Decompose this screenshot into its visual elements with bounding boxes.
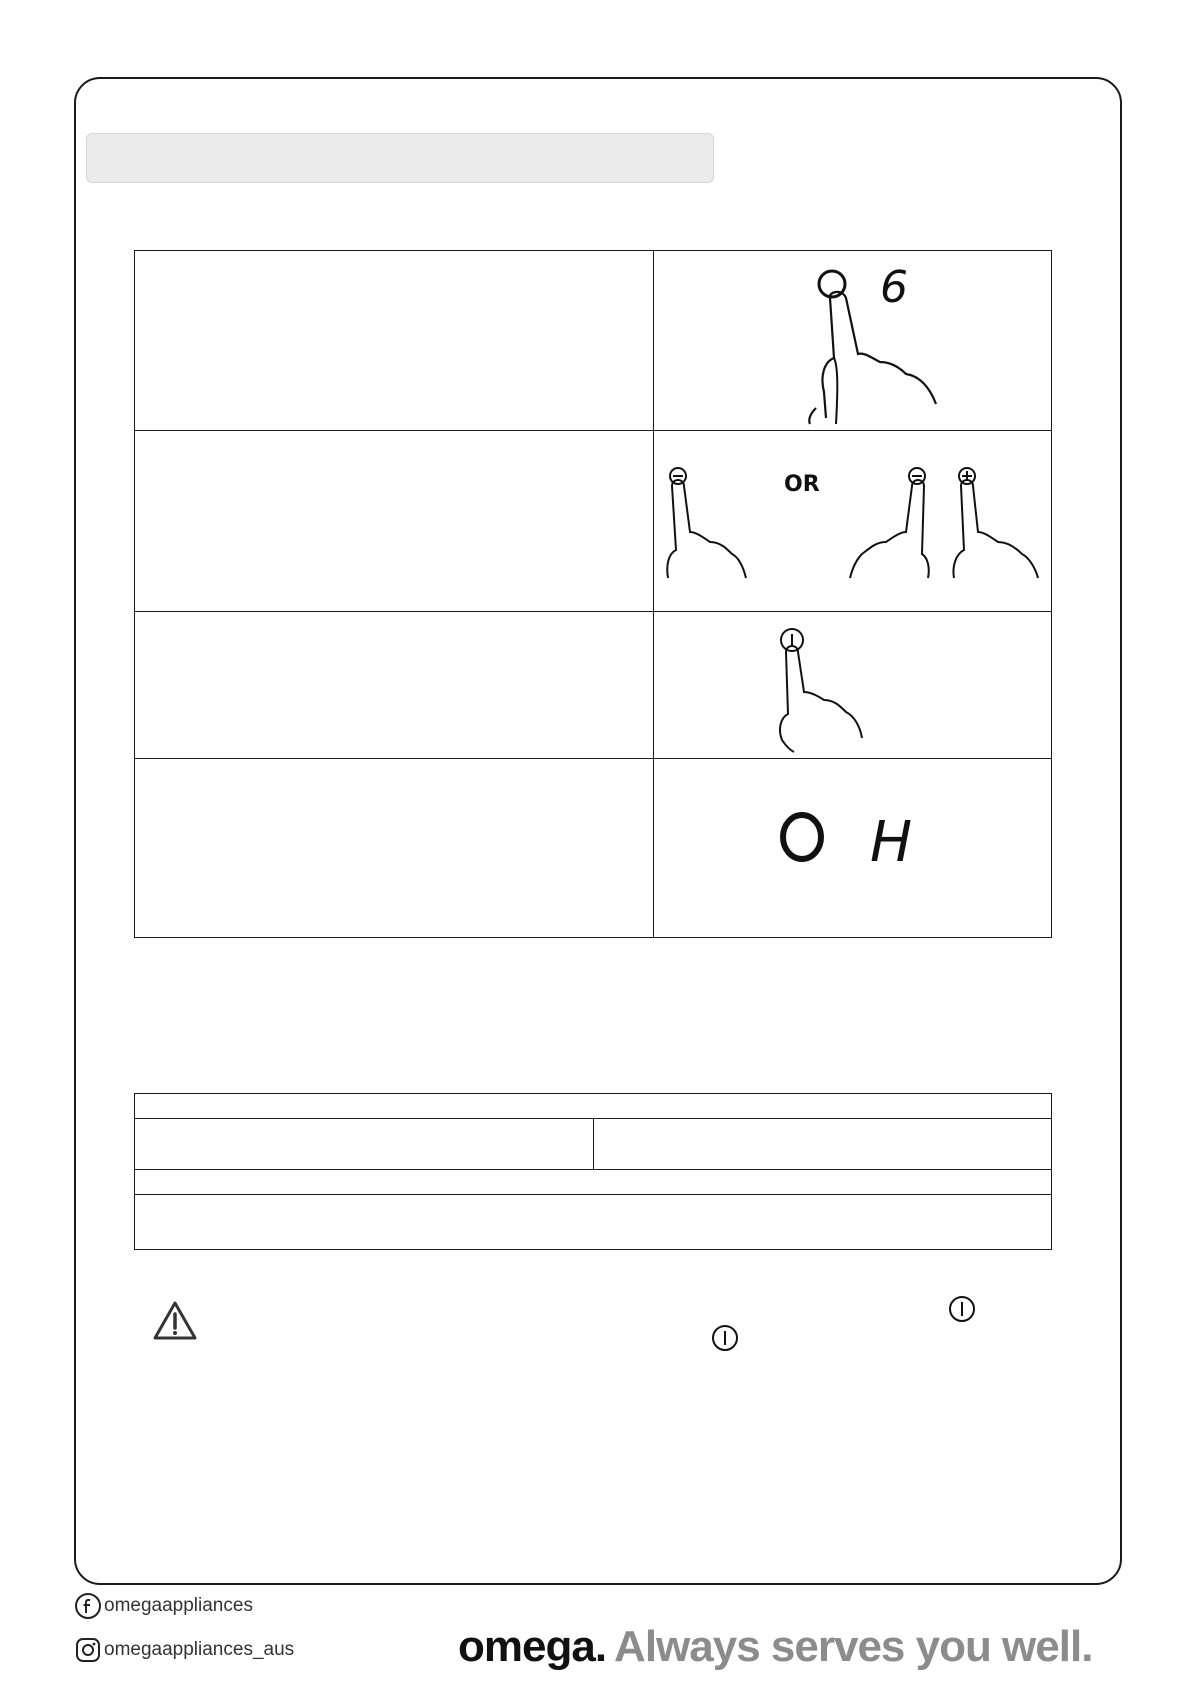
step-1-text-cell (135, 251, 653, 430)
facebook-icon (74, 1592, 102, 1620)
instagram-handle: omegaappliances_aus (104, 1639, 295, 1660)
info-table (134, 1093, 1052, 1250)
power-icon (947, 1294, 977, 1324)
step-3-figure (770, 626, 890, 754)
info-table-cell-left (135, 1119, 593, 1169)
step-4-figure (780, 805, 920, 875)
brand-tagline: Always serves you well. (614, 1622, 1093, 1671)
step-3-text-cell (135, 612, 653, 758)
brand-slogan (458, 1622, 1092, 1672)
facebook-link[interactable] (74, 1591, 253, 1621)
warning-triangle-icon (152, 1300, 198, 1342)
step-4-digit-left (783, 815, 821, 859)
brand-name: omega. (458, 1622, 607, 1671)
step-1-digit-right: 6 (880, 262, 908, 313)
or-label: OR (784, 472, 820, 497)
info-table-header-row (135, 1094, 1051, 1118)
facebook-handle: omegaappliances (104, 1595, 253, 1616)
section-title-bar (86, 133, 714, 183)
step-1-figure (780, 258, 980, 428)
step-4-text-cell (135, 759, 653, 937)
info-table-note-row (135, 1195, 1051, 1249)
step-2-text-cell (135, 431, 653, 611)
instagram-icon (74, 1636, 102, 1664)
step-4-digit-right: H (870, 810, 913, 875)
step-2-figure (660, 462, 1050, 582)
info-table-cell-right (594, 1119, 1051, 1169)
power-icon (710, 1323, 740, 1353)
info-table-subheader-row (135, 1170, 1051, 1194)
instagram-link[interactable] (74, 1635, 294, 1665)
